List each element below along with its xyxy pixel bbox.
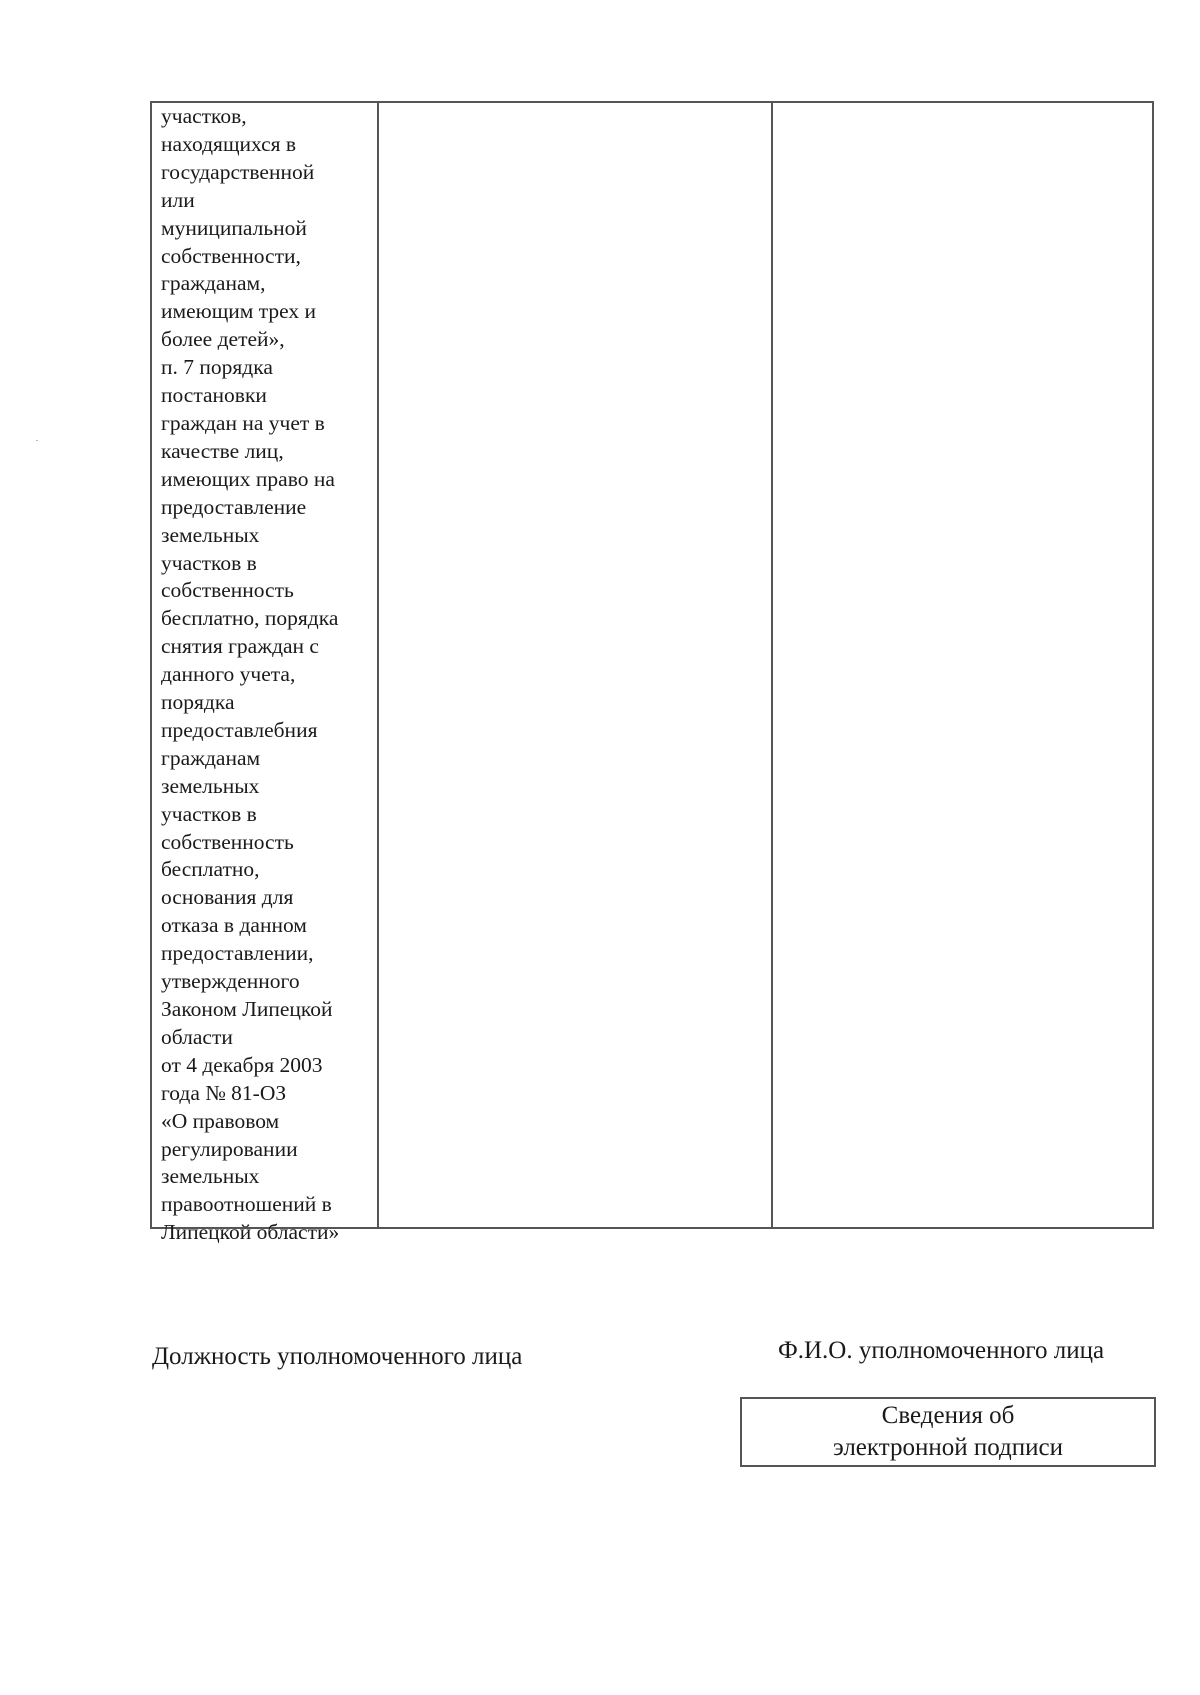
text-line: от 4 декабря 2003 xyxy=(161,1052,323,1077)
text-line: государственной xyxy=(161,159,315,184)
text-line: находящихся в xyxy=(161,131,297,156)
text-line: качестве лиц, xyxy=(161,438,284,463)
text-line: собственности, xyxy=(161,243,301,268)
text-line: правоотношений в xyxy=(161,1192,332,1217)
text-line: муниципальной xyxy=(161,215,307,240)
text-line: Липецкой области» xyxy=(161,1220,340,1245)
text-line: граждан на учет в xyxy=(161,410,325,435)
authorized-person-name-label: Ф.И.О. уполномоченного лица xyxy=(778,1337,1105,1364)
table-cell-empty-right xyxy=(773,103,1152,1227)
text-line: земельных xyxy=(161,522,260,547)
text-line: или xyxy=(161,187,195,212)
table-cell-legal-basis xyxy=(152,103,379,1245)
text-line: утвержденного xyxy=(161,969,300,994)
text-line: гражданам, xyxy=(161,271,266,296)
text-line: п. 7 порядка xyxy=(161,355,273,380)
authorized-person-position-label: Должность уполномоченного лица xyxy=(152,1343,523,1370)
text-line: участков в xyxy=(161,801,257,826)
legal-basis-text xyxy=(161,103,377,1247)
text-line: земельных xyxy=(161,773,260,798)
scan-artifact xyxy=(36,440,38,441)
text-line: предоставлении, xyxy=(161,941,314,966)
text-line: имеющим трех и xyxy=(161,299,317,324)
text-line: гражданам xyxy=(161,745,261,770)
text-line: области xyxy=(161,1024,233,1049)
text-line: участков в xyxy=(161,550,257,575)
text-line: более детей», xyxy=(161,327,285,352)
text-line: бесплатно, xyxy=(161,857,260,882)
text-line: снятия граждан с xyxy=(161,634,319,659)
text-line: собственность xyxy=(161,829,294,854)
text-line: земельных xyxy=(161,1164,260,1189)
signature-box-line-2: электронной подписи xyxy=(833,1434,1063,1461)
text-line: бесплатно, порядка xyxy=(161,606,339,631)
text-line: имеющих право на xyxy=(161,466,335,491)
text-line: года № 81-ОЗ xyxy=(161,1080,287,1105)
text-line: данного учета, xyxy=(161,662,296,687)
document-table xyxy=(150,101,1154,1245)
signature-box-line-1: Сведения об xyxy=(881,1402,1015,1429)
text-line: регулировании xyxy=(161,1136,298,1161)
table-cell-empty-middle xyxy=(379,103,773,1227)
electronic-signature-box xyxy=(740,1397,1156,1467)
text-line: участков, xyxy=(161,104,247,128)
text-line: предоставление xyxy=(161,494,307,519)
text-line: постановки xyxy=(161,383,267,408)
text-line: «О правовом xyxy=(161,1108,280,1133)
text-line: отказа в данном xyxy=(161,913,307,938)
text-line: Законом Липецкой xyxy=(161,997,333,1021)
text-line: основания для xyxy=(161,885,294,910)
text-line: собственность xyxy=(161,578,294,603)
text-line: порядка xyxy=(161,690,235,715)
text-line: предоставлебния xyxy=(161,717,318,742)
